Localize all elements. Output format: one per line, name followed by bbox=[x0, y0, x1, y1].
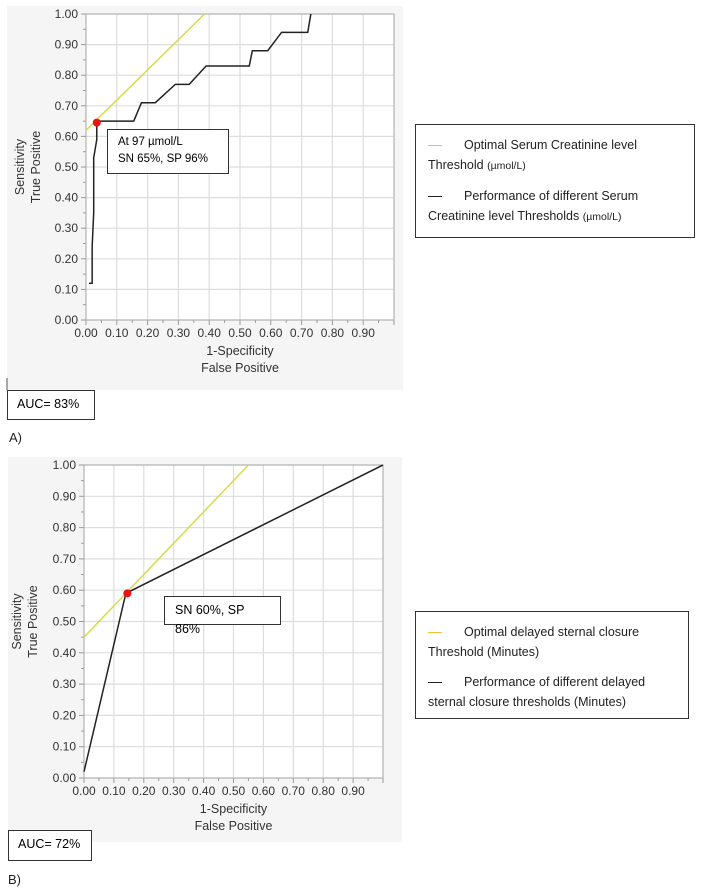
legend-text: Optimal Serum Creatinine level Threshold bbox=[428, 138, 637, 172]
x-tick-label: 0.80 bbox=[320, 326, 345, 340]
y-tick-label: 0.80 bbox=[54, 68, 78, 83]
legend-a bbox=[415, 124, 695, 238]
x-tick-label: 0.20 bbox=[132, 784, 156, 798]
annotation-a bbox=[107, 129, 229, 174]
y-tick-label: 0.60 bbox=[52, 583, 76, 598]
x-tick-label: 0.50 bbox=[221, 784, 246, 798]
x-tick-label: 0.30 bbox=[166, 326, 191, 340]
legend-b-item-performance bbox=[428, 672, 676, 712]
y-tick-label: 1.00 bbox=[54, 7, 78, 21]
y-tick-label: 0.40 bbox=[54, 190, 78, 205]
x-tick-label: 0.30 bbox=[162, 784, 186, 798]
legend-a-item-optimal bbox=[428, 135, 682, 176]
legend-swatch bbox=[428, 145, 442, 146]
legend-text: Optimal delayed sternal closure Threshold (Minutes) bbox=[428, 625, 640, 659]
x-tick-label: 0.70 bbox=[281, 784, 305, 798]
x-axis-title: 1-Specificity bbox=[206, 344, 274, 358]
legend-b-item-optimal bbox=[428, 622, 676, 662]
annotation-a-line1: At 97 µmol/L bbox=[118, 136, 183, 148]
y-axis-title: True Positive bbox=[29, 130, 43, 204]
x-tick-label: 0.70 bbox=[289, 326, 314, 340]
x-tick-label: 0.60 bbox=[251, 784, 276, 798]
x-tick-label: 0.90 bbox=[351, 326, 375, 340]
legend-text: Performance of different Serum Creatinine level Thresholds bbox=[428, 189, 639, 223]
y-tick-label: 0.50 bbox=[54, 160, 78, 174]
y-axis-title: Sensitivity bbox=[13, 138, 27, 196]
x-tick-label: 0.20 bbox=[135, 326, 160, 340]
x-axis-title: 1-Specificity bbox=[199, 802, 268, 816]
x-tick-label: 0.40 bbox=[191, 784, 216, 798]
y-tick-label: 0.90 bbox=[54, 37, 78, 52]
x-axis-title: False Positive bbox=[194, 819, 273, 833]
y-tick-label: 0.70 bbox=[52, 551, 76, 566]
y-tick-label: 0.30 bbox=[54, 221, 78, 236]
legend-unit: (µmol/L) bbox=[582, 211, 622, 223]
annotation-a-line2: SN 65%, SP 96% bbox=[118, 153, 208, 165]
x-tick-label: 0.00 bbox=[72, 784, 96, 798]
x-tick-label: 0.50 bbox=[228, 326, 252, 340]
panel-label-a: A) bbox=[9, 430, 22, 445]
legend-swatch bbox=[428, 632, 442, 633]
y-tick-label: 0.20 bbox=[54, 251, 78, 266]
y-tick-label: 0.00 bbox=[54, 313, 78, 327]
legend-unit: (µmol/L) bbox=[487, 160, 526, 172]
y-tick-label: 0.00 bbox=[52, 771, 76, 785]
optimal-point-marker bbox=[123, 589, 131, 597]
annotation-b-line1: SN 60%, SP 86% bbox=[175, 603, 245, 636]
y-tick-label: 0.90 bbox=[52, 489, 76, 504]
x-tick-label: 0.10 bbox=[102, 784, 126, 798]
y-tick-label: 0.20 bbox=[52, 708, 76, 723]
annotation-b bbox=[164, 596, 281, 636]
y-tick-label: 0.60 bbox=[54, 129, 78, 144]
y-tick-label: 0.40 bbox=[52, 645, 76, 660]
x-tick-label: 0.00 bbox=[74, 326, 98, 340]
x-tick-label: 0.80 bbox=[311, 784, 335, 798]
y-tick-label: 0.80 bbox=[52, 520, 76, 535]
legend-a-item-performance bbox=[428, 186, 682, 227]
y-tick-label: 1.00 bbox=[52, 458, 76, 472]
y-tick-label: 0.70 bbox=[54, 98, 78, 113]
y-tick-label: 0.10 bbox=[54, 282, 78, 297]
x-tick-label: 0.40 bbox=[197, 326, 221, 340]
auc-box-a: AUC= 83% bbox=[7, 390, 95, 420]
auc-box-b: AUC= 72% bbox=[8, 830, 92, 861]
y-tick-label: 0.30 bbox=[52, 677, 76, 692]
chart-A bbox=[7, 6, 403, 390]
legend-b bbox=[415, 611, 689, 719]
y-tick-label: 0.10 bbox=[52, 739, 76, 754]
legend-swatch bbox=[428, 682, 442, 683]
legend-swatch bbox=[428, 196, 442, 197]
x-tick-label: 0.60 bbox=[259, 326, 283, 340]
optimal-point-marker bbox=[93, 119, 101, 127]
panel-label-b: B) bbox=[8, 872, 21, 887]
y-tick-label: 0.50 bbox=[52, 614, 76, 629]
x-tick-label: 0.10 bbox=[105, 326, 129, 340]
x-tick-label: 0.90 bbox=[341, 784, 365, 798]
y-axis-title: True Positive bbox=[26, 585, 40, 658]
y-axis-title: Sensitivity bbox=[10, 593, 24, 650]
legend-text: Performance of different delayed sternal closure thresholds (Minutes) bbox=[428, 675, 646, 709]
x-axis-title: False Positive bbox=[201, 361, 279, 375]
chart-B bbox=[8, 457, 402, 842]
